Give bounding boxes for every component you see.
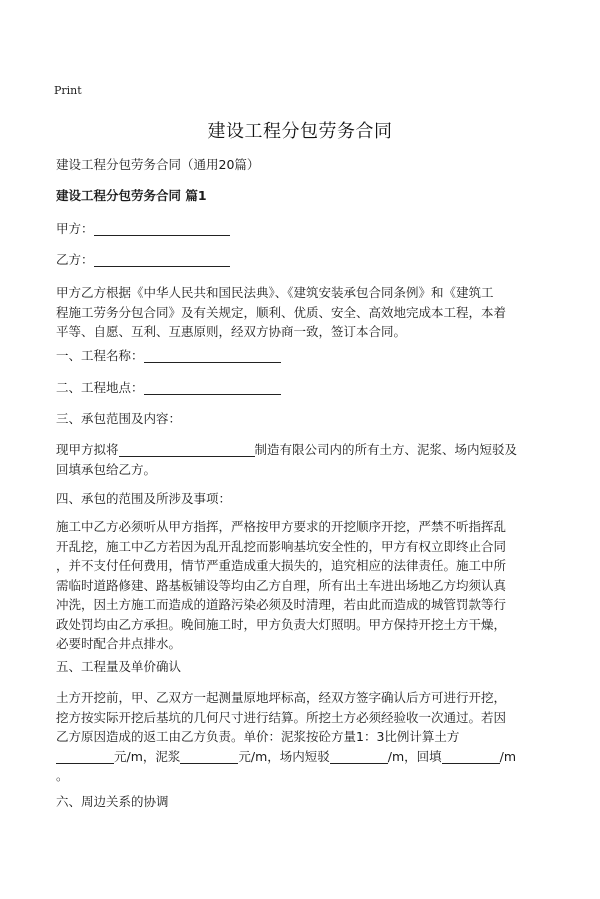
price-unit: 元/m，泥浆: [114, 748, 181, 764]
project-location-label: 二、工程地点：: [56, 380, 144, 395]
matters-line: 需临时道路修建、路基板铺设等均由乙方自理，所有出土车进出场地乙方均须认真: [56, 577, 507, 593]
project-location-blank: [144, 380, 281, 395]
price-blank: [330, 749, 388, 764]
party-b-blank: [94, 252, 230, 267]
item-scope-heading: 三、承包范围及内容：: [56, 411, 182, 426]
matters-line: 必要时配合井点排水。: [56, 636, 182, 651]
item-matters-heading: 四、承包的范围及所涉及事项：: [56, 491, 232, 506]
quantity-paragraph: [56, 688, 551, 786]
matters-line: 开乱挖，施工中乙方若因为乱开乱挖而影响基坑安全性的，甲方有权立即终止合同: [56, 538, 507, 554]
intro-paragraph: [56, 283, 551, 342]
price-blank: [56, 749, 114, 764]
quantity-line: 乙方原因造成的返工由乙方负责。单价：泥浆按砼方量1：3比例计算土方: [56, 729, 460, 744]
scope-line: [56, 440, 551, 460]
matters-paragraph: [56, 517, 551, 654]
scope-blank: [119, 442, 255, 457]
print-link[interactable]: Print: [54, 84, 82, 97]
price-unit: /m，回填: [387, 748, 442, 764]
item-project-location: [56, 378, 281, 398]
price-blank: [180, 749, 238, 764]
scope-line: 回填承包给乙方。: [56, 461, 157, 477]
item-coordination-heading: 六、周边关系的协调: [56, 794, 169, 809]
scope-post: 制造有限公司内的所有土方、泥浆、场内短驳及: [254, 442, 518, 457]
intro-line: 平等、自愿、互利、互惠原则，经双方协商一致，签订本合同。: [56, 324, 407, 339]
section-heading: 建设工程分包劳务合同 篇1: [56, 188, 207, 203]
document-title: 建设工程分包劳务合同: [207, 121, 393, 142]
matters-line: 政处罚均由乙方承担。晚间施工时，甲方负责大灯照明。甲方保持开挖土方干燥，: [56, 616, 507, 632]
price-end: 。: [56, 768, 69, 783]
matters-line: ，并不支付任何费用，情节严重造成重大损失的，追究相应的法律责任。施工中所: [56, 558, 507, 573]
scope-pre: 现甲方拟将: [56, 442, 119, 457]
quantity-line: 挖方按实际开挖后基坑的几何尺寸进行结算。所挖土方必须经验收一次通过。若因: [56, 709, 507, 725]
party-b-line: [56, 250, 230, 270]
item-quantity-heading: 五、工程量及单价确认: [56, 659, 182, 674]
matters-line: 施工中乙方必须听从甲方指挥，严格按甲方要求的开挖顺序开挖，严禁不听指挥乱: [56, 519, 507, 534]
party-a-line: [56, 219, 230, 239]
party-a-blank: [94, 221, 230, 236]
intro-line: 甲方乙方根据《中华人民共和国民法典》、《建筑安装承包合同条例》和《建筑工: [56, 285, 494, 300]
project-name-label: 一、工程名称：: [56, 348, 144, 363]
quantity-line: 土方开挖前，甲、乙双方一起测量原地坪标高，经双方签字确认后方可进行开挖，: [56, 690, 507, 705]
item-project-name: [56, 346, 281, 366]
project-name-blank: [144, 348, 281, 363]
price-unit: /m: [499, 748, 517, 764]
price-unit: 元/m，场内短驳: [238, 748, 330, 764]
price-line: [56, 747, 551, 767]
scope-paragraph: [56, 440, 551, 479]
matters-line: 冲洗，因土方施工而造成的道路污染必须及时清理，若由此而造成的城管罚款等行: [56, 597, 507, 612]
intro-line: 程施工劳务分包合同》及有关规定，顺利、优质、安全、高效地完成本工程，本着: [56, 304, 507, 320]
party-a-label: 甲方：: [56, 221, 94, 236]
party-b-label: 乙方：: [56, 252, 94, 267]
document-subtitle: 建设工程分包劳务合同（通用20篇）: [56, 157, 260, 172]
price-blank: [442, 749, 500, 764]
